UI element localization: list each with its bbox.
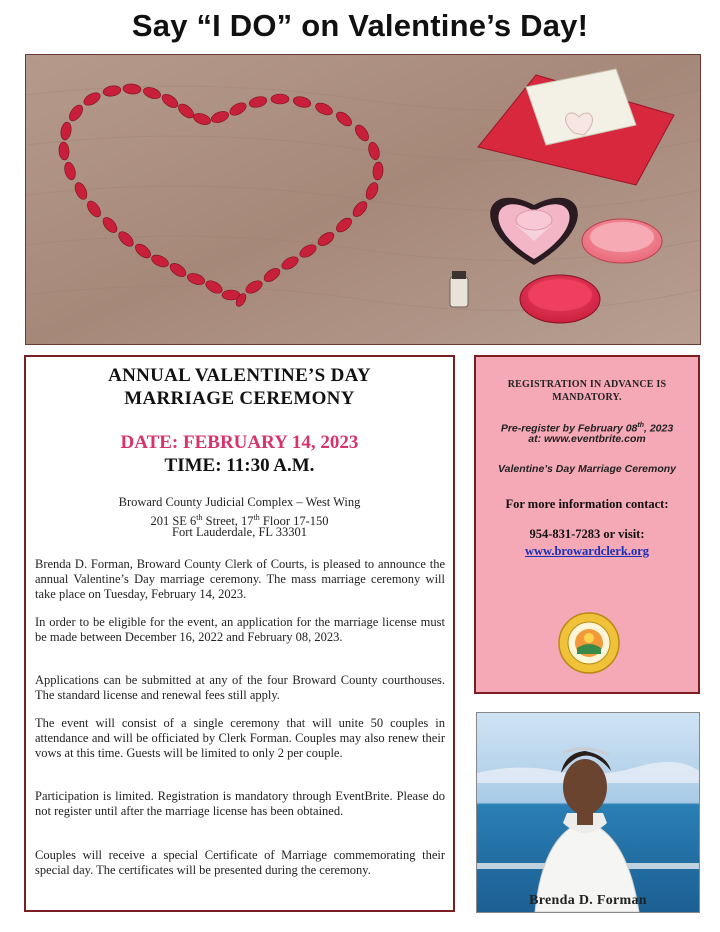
ceremony-label: Valentine’s Day Marriage Ceremony: [498, 463, 676, 475]
registration-line1: REGISTRATION IN ADVANCE IS: [507, 379, 667, 390]
website-link[interactable]: www.browardclerk.org: [524, 544, 650, 558]
phone-number: 954-831-7283 or visit:: [529, 527, 645, 541]
hero-image: [25, 54, 701, 345]
more-info-label: For more information contact:: [505, 497, 669, 511]
paragraph-applications: Applications can be submitted at any of the four Broward County courthouses. The standard license and renewal fees still apply.: [35, 673, 445, 702]
event-heading-line1: ANNUAL VALENTINE’S DAY: [108, 365, 371, 386]
clerk-photo: [476, 712, 700, 913]
paragraph-participation: Participation is limited. Registration is mandatory through EventBrite. Please do not register until after the marriage license has been obtained.: [35, 789, 445, 818]
paragraph-eligibility: In order to be eligible for the event, an application for the marriage license must be made between December 16, 2022 and February 08, 2023.: [35, 615, 445, 644]
clerk-seal-logo: [558, 612, 620, 674]
event-details-box: [24, 355, 455, 912]
address-line1: Broward County Judicial Complex – West Wing: [118, 495, 361, 509]
website-row: [476, 542, 698, 560]
page-title: Say “I DO” on Valentine’s Day!: [131, 8, 589, 43]
preregister-line1: Pre-register by February 08th, 2023: [500, 422, 674, 435]
photo-caption: Brenda D. Forman: [529, 893, 647, 908]
event-time: TIME: 11:30 A.M.: [164, 455, 315, 476]
paragraph-ceremony: The event will consist of a single ceremony that will unite 50 couples in attendance and will be officiated by Clerk Forman. Couples may also renew their vows at this time. Guests will be limited to only 2 per couple.: [35, 716, 445, 760]
address-line2: 201 SE 6th Street, 17th Floor 17-150: [150, 513, 329, 529]
address-line3: Fort Lauderdale, FL 33301: [172, 525, 307, 539]
paragraph-certificate: Couples will receive a special Certificate of Marriage commemorating their special day. The certificates will be presented during the ceremony.: [35, 848, 445, 877]
registration-line2: MANDATORY.: [552, 392, 622, 403]
registration-box: [474, 355, 700, 694]
event-heading-line2: MARRIAGE CEREMONY: [124, 388, 355, 409]
event-date: DATE: FEBRUARY 14, 2023: [120, 432, 359, 453]
preregister-line2: at: www.eventbrite.com: [528, 433, 646, 445]
paragraph-announcement: Brenda D. Forman, Broward County Clerk of Courts, is pleased to announce the annual Valentine’s Day marriage ceremony. The mass marriage ceremony will take place on Tuesday, February 14, 2023.: [35, 557, 445, 601]
